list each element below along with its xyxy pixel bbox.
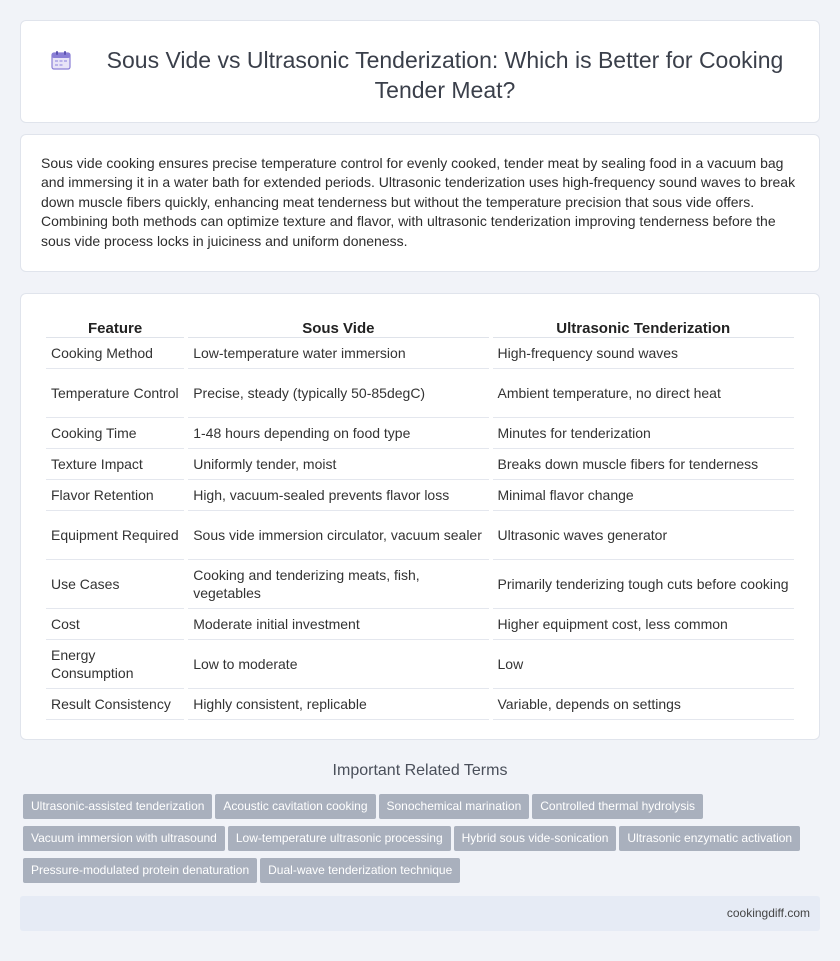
footer-site-link[interactable]: cookingdiff.com (726, 906, 810, 920)
row-ultrasonic: Minutes for tenderization (493, 418, 795, 449)
comparison-table (42, 312, 798, 720)
related-term-tag[interactable]: Pressure-modulated protein denaturation (23, 858, 257, 883)
row-feature: Temperature Control (46, 369, 184, 418)
related-term-tag[interactable]: Sonochemical marination (379, 794, 530, 819)
row-feature: Cost (46, 609, 184, 640)
page-title: Sous Vide vs Ultrasonic Tenderization: Which is Better for Cooking Tender Meat? (106, 47, 784, 103)
row-ultrasonic: Ultrasonic waves generator (493, 511, 795, 560)
table-row (46, 338, 794, 369)
intro-paragraph: Sous vide cooking ensures precise temperature control for evenly cooked, tender meat by sealing food in a vacuum bag and immersing it in a water bath for extended periods. Ultrasonic tenderization uses high-frequency sound waves to break down muscle fibers quickly, enhancing meat tenderness but without the temperature precision that sous vide offers. Combining both methods can optimize texture and flavor, with ultrasonic tenderization improving tenderness before the sous vide process locks in juiciness and uniform doneness. (41, 155, 796, 249)
row-feature: Texture Impact (46, 449, 184, 480)
row-sous-vide: Uniformly tender, moist (188, 449, 488, 480)
row-sous-vide: Low-temperature water immersion (188, 338, 488, 369)
table-row (46, 480, 794, 511)
row-ultrasonic: Variable, depends on settings (493, 689, 795, 720)
title-card (20, 20, 820, 123)
footer (20, 896, 820, 931)
table-header-row (46, 312, 794, 338)
row-ultrasonic: Minimal flavor change (493, 480, 795, 511)
related-term-tag[interactable]: Ultrasonic enzymatic activation (619, 826, 800, 851)
row-sous-vide: Low to moderate (188, 640, 488, 689)
row-sous-vide: Highly consistent, replicable (188, 689, 488, 720)
related-term-tag[interactable]: Controlled thermal hydrolysis (532, 794, 703, 819)
related-term-tag[interactable]: Dual-wave tenderization technique (260, 858, 460, 883)
header-ultrasonic: Ultrasonic Tenderization (493, 312, 795, 338)
row-feature: Flavor Retention (46, 480, 184, 511)
related-term-tag[interactable]: Ultrasonic-assisted tenderization (23, 794, 212, 819)
related-term-tag[interactable]: Low-temperature ultrasonic processing (228, 826, 451, 851)
row-feature: Energy Consumption (46, 640, 184, 689)
row-feature: Cooking Time (46, 418, 184, 449)
related-term-tag[interactable]: Hybrid sous vide-sonication (454, 826, 617, 851)
header-feature: Feature (46, 312, 184, 338)
table-row (46, 609, 794, 640)
row-ultrasonic: High-frequency sound waves (493, 338, 795, 369)
row-ultrasonic: Low (493, 640, 795, 689)
header-sous-vide: Sous Vide (188, 312, 488, 338)
table-row (46, 511, 794, 560)
comparison-card (20, 293, 820, 740)
row-sous-vide: Precise, steady (typically 50-85degC) (188, 369, 488, 418)
row-sous-vide: 1-48 hours depending on food type (188, 418, 488, 449)
row-feature: Equipment Required (46, 511, 184, 560)
row-ultrasonic: Primarily tenderizing tough cuts before cooking (493, 560, 795, 609)
row-sous-vide: Cooking and tenderizing meats, fish, vegetables (188, 560, 488, 609)
related-term-tag[interactable]: Vacuum immersion with ultrasound (23, 826, 225, 851)
row-ultrasonic: Higher equipment cost, less common (493, 609, 795, 640)
row-sous-vide: High, vacuum-sealed prevents flavor loss (188, 480, 488, 511)
row-sous-vide: Sous vide immersion circulator, vacuum sealer (188, 511, 488, 560)
table-row (46, 560, 794, 609)
intro-card (20, 134, 820, 272)
table-row (46, 449, 794, 480)
related-terms-title: Important Related Terms (332, 762, 508, 779)
row-ultrasonic: Breaks down muscle fibers for tenderness (493, 449, 795, 480)
related-term-tag[interactable]: Acoustic cavitation cooking (215, 794, 375, 819)
table-row (46, 369, 794, 418)
row-sous-vide: Moderate initial investment (188, 609, 488, 640)
table-row (46, 640, 794, 689)
table-row (46, 689, 794, 720)
table-row (46, 418, 794, 449)
row-feature: Result Consistency (46, 689, 184, 720)
row-feature: Cooking Method (46, 338, 184, 369)
related-terms-list (23, 794, 823, 890)
row-ultrasonic: Ambient temperature, no direct heat (493, 369, 795, 418)
row-feature: Use Cases (46, 560, 184, 609)
